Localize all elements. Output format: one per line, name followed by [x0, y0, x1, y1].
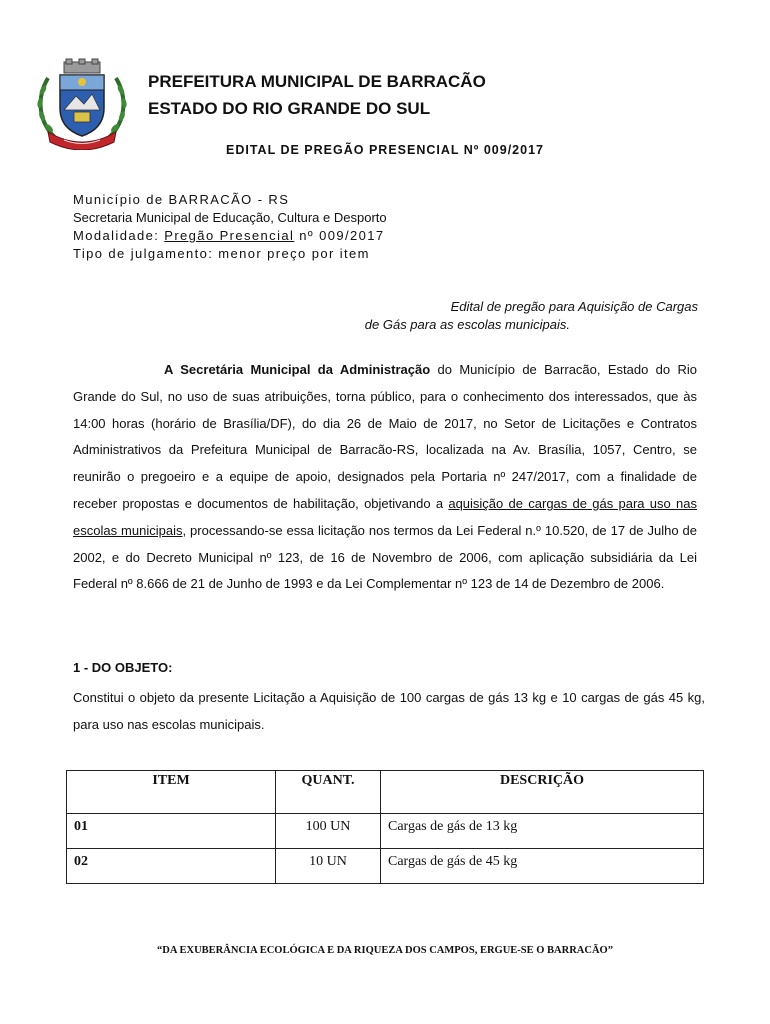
modalidade-number: nº 009/2017	[294, 228, 385, 243]
header-state: ESTADO DO RIO GRANDE DO SUL	[148, 99, 431, 118]
tipo-julgamento-line: Tipo de julgamento: menor preço por item	[73, 246, 370, 261]
ementa	[365, 298, 698, 334]
row-quant: 100 UN	[276, 814, 381, 849]
preamble-underlined-object: aquisição de cargas de gás para uso nas escolas municipais	[73, 495, 697, 538]
footer-motto: “DA EXUBERÂNCIA ECOLÓGICA E DA RIQUEZA DOS CAMPOS, ERGUE-SE O BARRACÃO”	[157, 945, 613, 956]
preamble-bold-lead: A Secretária Municipal da Administração	[164, 362, 431, 377]
preamble-text-2: , processando-se essa licitação nos termos da Lei Federal n.º 10.520, de 17 de Julho de 2002, e do Decreto Municipal nº 123, de 16 de Novembro de 2006, com aplicação subsidiária da Lei Federal nº 8.666 de 21 de Junho de 1993 e da Lei Complementar nº 123 de 14 de Dezembro de 2006.	[73, 522, 698, 592]
header-municipality: PREFEITURA MUNICIPAL DE BARRACÃO	[148, 72, 486, 91]
row-quant: 10 UN	[276, 849, 381, 884]
modalidade-line	[73, 227, 387, 245]
table-header-row	[67, 771, 704, 814]
info-block	[73, 191, 387, 263]
row-desc: Cargas de gás de 13 kg	[381, 814, 704, 849]
municipal-coat-of-arms-icon	[34, 58, 130, 150]
municipio-line: Município de BARRACÃO - RS	[73, 192, 290, 207]
row-item: 01	[67, 814, 276, 849]
section-objeto-text	[73, 684, 705, 738]
preamble-text-1: do Município de Barracão, Estado do Rio Grande do Sul, no uso de suas atribuições, torna público, para o conhecimento dos interessados, que às 14:00 horas (horário de Brasília/DF), do dia 26 de Maio de 2017, no Setor de Licitações e Contratos Administrativos da Prefeitura Municipal de Barracão-RS, localizada na Av. Brasília, 1057, Centro, se reunirão o pregoeiro e a equipe de apoio, designados pela Portaria nº 247/2017, com a finalidade de receber propostas e documentos de habilitação, objetivando a	[73, 362, 698, 511]
secretaria-line: Secretaria Municipal de Educação, Cultura e Desporto	[73, 210, 387, 225]
table-row	[67, 849, 704, 884]
row-item: 02	[67, 849, 276, 884]
header-quant: QUANT.	[276, 771, 381, 814]
objeto-paragraph: Constitui o objeto da presente Licitação a Aquisição de 100 cargas de gás 13 kg e 10 cargas de gás 45 kg, para uso nas escolas municipais.	[73, 690, 705, 732]
modalidade-value: Pregão Presencial	[164, 228, 295, 243]
items-table	[66, 770, 704, 884]
edital-title: EDITAL DE PREGÃO PRESENCIAL Nº 009/2017	[226, 143, 544, 157]
preamble-paragraph	[73, 357, 697, 598]
header-title	[148, 68, 486, 122]
row-desc: Cargas de gás de 45 kg	[381, 849, 704, 884]
section-objeto-title: 1 - DO OBJETO:	[73, 660, 173, 675]
ementa-line-1: Edital de pregão para Aquisição de Cargas	[450, 299, 698, 314]
header-item: ITEM	[67, 771, 276, 814]
modalidade-label: Modalidade:	[73, 228, 165, 243]
header-descricao: DESCRIÇÃO	[381, 771, 704, 814]
ementa-line-2: de Gás para as escolas municipais.	[364, 317, 570, 332]
table-row	[67, 814, 704, 849]
